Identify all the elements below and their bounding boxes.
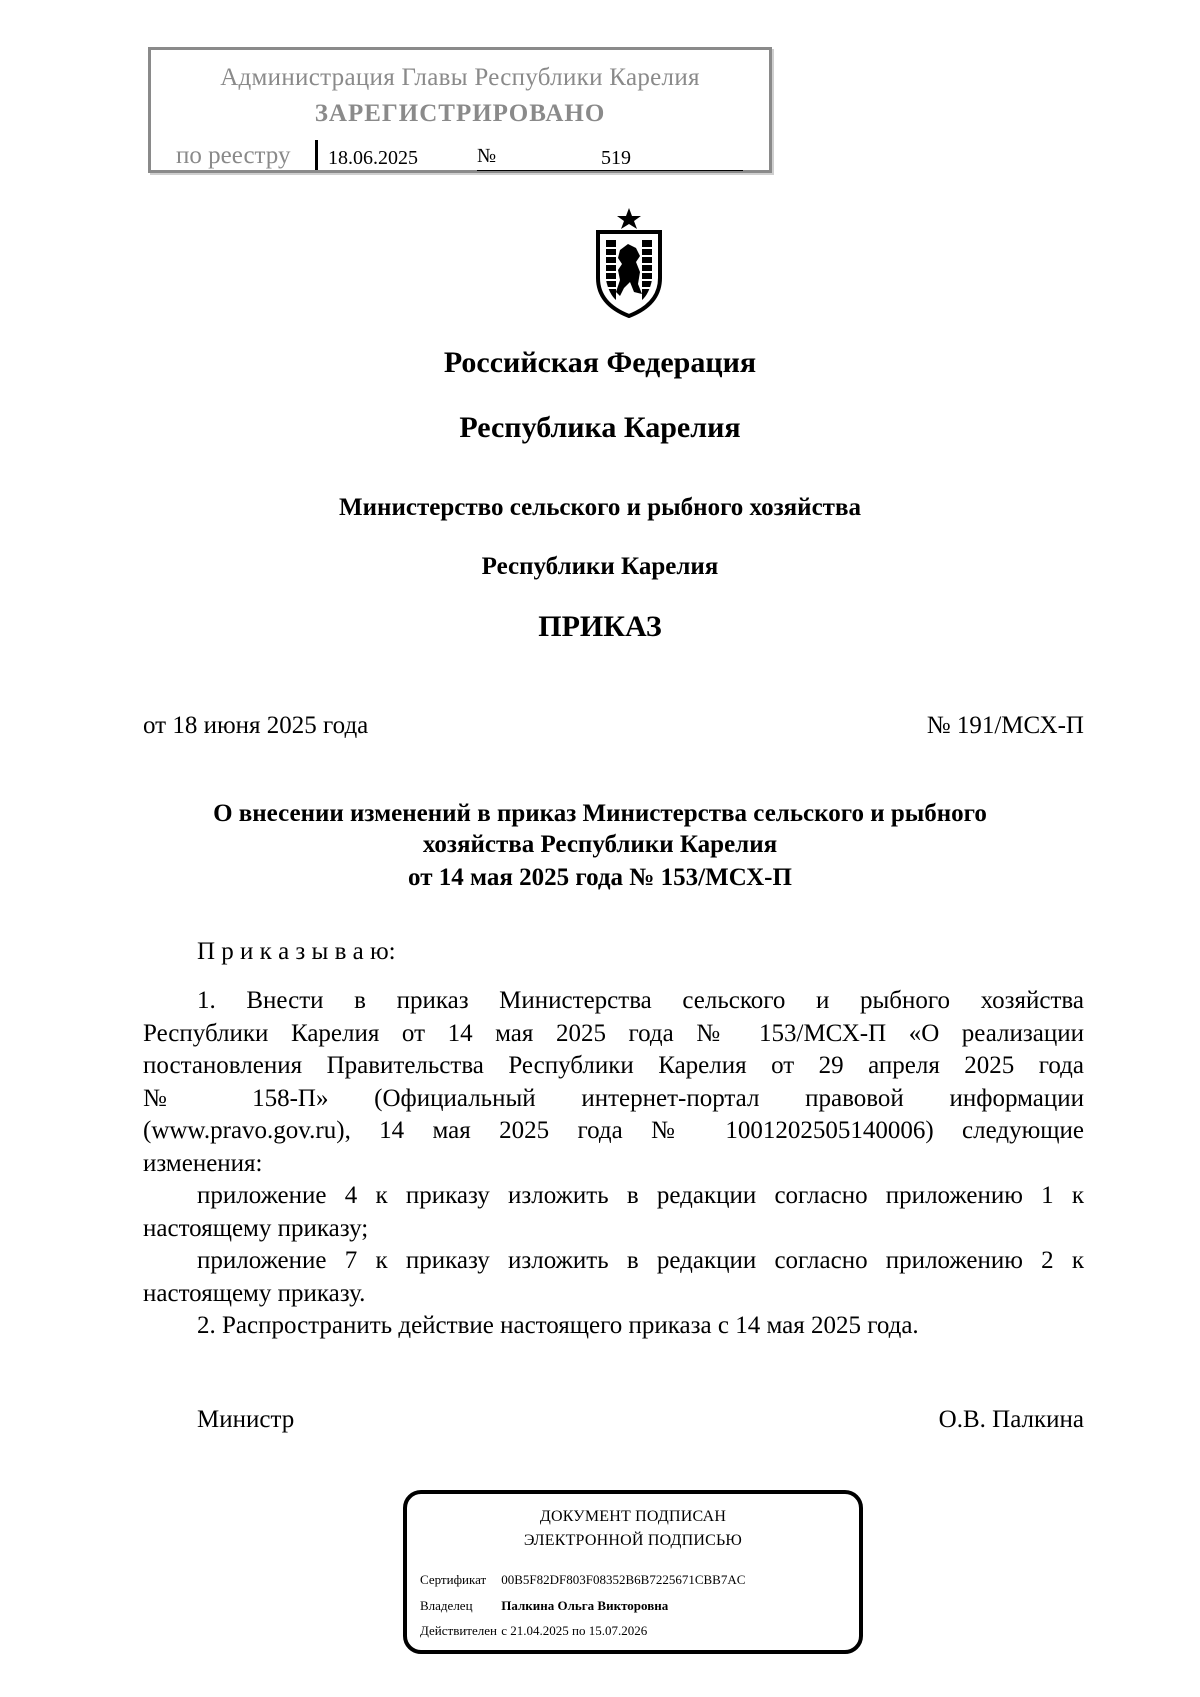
- sig-stamp-certificate: [420, 1572, 745, 1588]
- paragraph-1-line-1: 1. Внести в приказ Министерства сельского и рыбного хозяйства: [197, 987, 1084, 1014]
- coat-of-arms-icon: [586, 208, 672, 318]
- republic-heading: Республика Карелия: [459, 411, 741, 444]
- stamp-authority: Администрация Главы Республики Карелия: [220, 64, 700, 91]
- title-line-1: О внесении изменений в приказ Министерства сельского и рыбного: [213, 800, 987, 827]
- certificate-value: 00B5F82DF803F08352B6B7225671CBB7AC: [501, 1572, 746, 1587]
- stamp-number: 519: [601, 147, 631, 169]
- validity-value: с 21.04.2025 по 15.07.2026: [501, 1623, 648, 1638]
- sig-stamp-owner: [420, 1598, 668, 1614]
- order-number: № 191/МСХ-П: [926, 712, 1084, 739]
- electronic-signature-stamp: [403, 1490, 863, 1654]
- sig-stamp-title-1: ДОКУМЕНТ ПОДПИСАН: [539, 1508, 727, 1525]
- country-heading: Российская Федерация: [443, 346, 757, 379]
- certificate-label: Сертификат: [420, 1572, 487, 1587]
- sig-stamp-title-2: ЭЛЕКТРОННОЙ ПОДПИСЬЮ: [523, 1532, 743, 1549]
- signatory-name: О.В. Палкина: [938, 1406, 1084, 1433]
- paragraph-1-line-4: № 158-П» (Официальный интернет-портал правовой информации: [143, 1085, 1084, 1112]
- stamp-divider: [315, 140, 318, 170]
- paragraph-1-line-3: постановления Правительства Республики Карелия от 29 апреля 2025 года: [143, 1052, 1084, 1079]
- owner-value: Палкина Ольга Викторовна: [501, 1598, 669, 1613]
- ministry-line-2: Республики Карелия: [481, 553, 719, 580]
- stamp-date: 18.06.2025: [328, 147, 418, 169]
- paragraph-3-line-1: приложение 7 к приказу изложить в редакции согласно приложению 2 к: [197, 1247, 1084, 1274]
- sig-stamp-validity: [420, 1623, 647, 1639]
- stamp-registered: ЗАРЕГИСТРИРОВАНО: [314, 100, 606, 127]
- paragraph-3-line-2: настоящему приказу.: [143, 1280, 366, 1307]
- order-date: от 18 июня 2025 года: [143, 712, 369, 739]
- validity-label: Действителен: [420, 1623, 497, 1638]
- title-line-3: от 14 мая 2025 года № 153/МСХ-П: [408, 864, 792, 891]
- paragraph-1-line-2: Республики Карелия от 14 мая 2025 года № 153/МСХ-П «О реализации: [143, 1020, 1084, 1047]
- paragraph-1-line-6: изменения:: [143, 1150, 263, 1177]
- title-line-2: хозяйства Республики Карелия: [422, 831, 778, 858]
- signatory-position: Министр: [197, 1406, 295, 1433]
- paragraph-2-line-1: приложение 4 к приказу изложить в редакции согласно приложению 1 к: [197, 1182, 1084, 1209]
- registration-stamp: [148, 47, 772, 173]
- stamp-registry-label: по реестру: [176, 142, 291, 169]
- owner-label: Владелец: [420, 1598, 473, 1613]
- paragraph-2-line-2: настоящему приказу;: [143, 1215, 369, 1242]
- ministry-line-1: Министерство сельского и рыбного хозяйства: [339, 494, 861, 521]
- stamp-number-underline: [477, 170, 743, 171]
- stamp-number-sign: №: [477, 145, 497, 167]
- order-word: П р и к а з ы в а ю:: [197, 938, 396, 965]
- document-type: ПРИКАЗ: [538, 610, 662, 643]
- paragraph-4: 2. Распространить действие настоящего приказа с 14 мая 2025 года.: [197, 1312, 919, 1339]
- paragraph-1-line-5: (www.pravo.gov.ru), 14 мая 2025 года № 1001202505140006) следующие: [143, 1117, 1084, 1144]
